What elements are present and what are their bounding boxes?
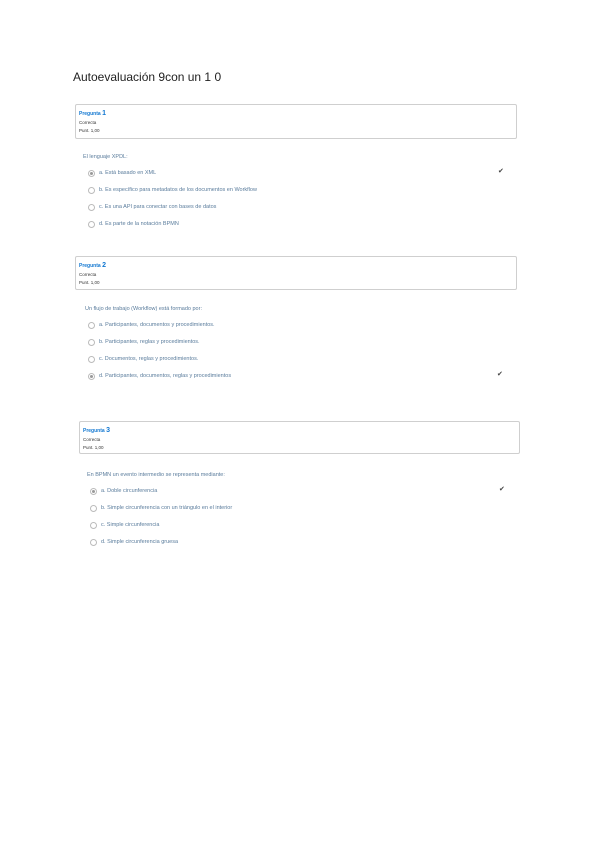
answer-label: b. Es específico para metadatos de los documentos en Workflow <box>99 187 257 193</box>
question-grade: Punt. 1,00 <box>79 128 100 133</box>
answer-label: a. Participantes, documentos y procedimientos. <box>99 322 215 328</box>
question-text: Un flujo de trabajo (Workflow) está formado por: <box>85 306 202 312</box>
radio-button[interactable] <box>88 204 95 211</box>
answer-option[interactable] <box>90 521 517 538</box>
answer-option[interactable] <box>88 186 513 203</box>
question-body-3 <box>87 471 517 555</box>
question-body-2 <box>85 305 515 389</box>
question-text: En BPMN un evento intermedio se representa mediante: <box>87 472 225 478</box>
checkmark-icon: ✔ <box>498 168 504 175</box>
answer-option[interactable] <box>88 338 515 355</box>
radio-button[interactable] <box>88 373 95 380</box>
answer-label: d. Simple circunferencia gruesa <box>101 539 179 545</box>
answer-label: a. Doble circunferencia <box>101 488 158 494</box>
answer-option[interactable] <box>88 169 513 186</box>
answer-label: a. Está basado en XML <box>99 170 157 176</box>
question-info-2 <box>75 256 517 290</box>
answer-label: b. Simple circunferencia con un triángulo en el interior <box>101 505 233 511</box>
question-grade: Punt. 1,00 <box>83 445 104 450</box>
answer-label: d. Participantes, documentos, reglas y procedimientos <box>99 373 232 379</box>
radio-button[interactable] <box>90 488 97 495</box>
question-status: Correcta <box>79 120 97 125</box>
question-body-1 <box>83 153 513 237</box>
checkmark-icon: ✔ <box>497 371 503 378</box>
page-title: Autoevaluación 9con un 1 0 <box>73 70 222 84</box>
question-number-label: Pregunta 1 <box>79 110 106 117</box>
question-status: Correcta <box>79 272 97 277</box>
answer-option[interactable] <box>90 487 517 504</box>
answer-option[interactable] <box>88 321 515 338</box>
checkmark-icon: ✔ <box>499 486 505 493</box>
radio-button[interactable] <box>88 187 95 194</box>
radio-button[interactable] <box>90 539 97 546</box>
radio-button[interactable] <box>88 221 95 228</box>
radio-button[interactable] <box>90 505 97 512</box>
answer-option[interactable] <box>90 538 517 555</box>
question-info-1 <box>75 104 517 139</box>
question-info-3 <box>79 421 520 454</box>
answer-label: c. Documentos, reglas y procedimientos. <box>99 356 199 362</box>
answer-label: b. Participantes, reglas y procedimientos. <box>99 339 200 345</box>
answer-option[interactable] <box>88 372 515 389</box>
radio-button[interactable] <box>88 339 95 346</box>
radio-button[interactable] <box>88 322 95 329</box>
question-status: Correcta <box>83 437 101 442</box>
answer-option[interactable] <box>88 203 513 220</box>
radio-button[interactable] <box>88 356 95 363</box>
answer-option[interactable] <box>88 220 513 237</box>
question-grade: Punt. 1,00 <box>79 280 100 285</box>
answer-label: c. Es una API para conectar con bases de datos <box>99 204 217 210</box>
answer-label: c. Simple circunferencia <box>101 522 160 528</box>
question-text: El lenguaje XPDL: <box>83 154 128 160</box>
question-number-label: Pregunta 3 <box>83 427 110 434</box>
answer-label: d. Es parte de la notación BPMN <box>99 221 179 227</box>
question-number-label: Pregunta 2 <box>79 262 106 269</box>
answer-option[interactable] <box>88 355 515 372</box>
answer-option[interactable] <box>90 504 517 521</box>
radio-button[interactable] <box>90 522 97 529</box>
radio-button[interactable] <box>88 170 95 177</box>
